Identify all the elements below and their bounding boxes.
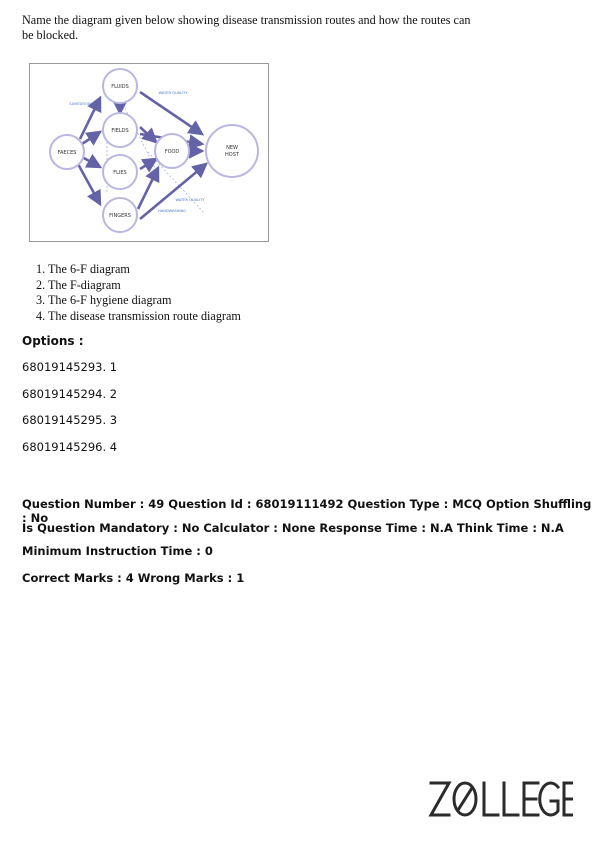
label-water-quality-top: WATER QUALITY	[158, 91, 188, 95]
option-3[interactable]: 68019145295. 3	[22, 413, 118, 427]
choice-1: 1. The 6-F diagram	[36, 262, 130, 276]
answer-choices	[36, 262, 241, 324]
label-fields: FIELDS	[111, 128, 129, 134]
label-flies: FLIES	[113, 170, 127, 176]
label-fluids: FLUIDS	[111, 84, 129, 90]
zollege-logo	[428, 778, 573, 820]
choice-2: 2. The F-diagram	[36, 277, 121, 292]
transmission-diagram	[29, 63, 269, 242]
question-text: Name the diagram given below showing disease transmission routes and how the routes can be blocked.	[22, 13, 471, 42]
label-new-host-2: HOST	[225, 152, 239, 158]
arrow-faeces-flies	[82, 157, 100, 167]
arrow-fluids-newhost	[140, 92, 202, 134]
label-sanitation: SANITATION	[69, 102, 91, 106]
label-faeces: FAECES	[57, 150, 77, 156]
arrow-fingers-food	[138, 168, 158, 209]
label-new-host-1: NEW	[226, 145, 238, 151]
label-handwashing: HANDWASHING	[158, 209, 186, 213]
choice-3: 3. The 6-F hygiene diagram	[36, 293, 172, 308]
meta-line-2: Is Question Mandatory : No Calculator : None Response Time : N.A Think Time : N.A	[22, 521, 564, 535]
option-1[interactable]: 68019145293. 1	[22, 360, 118, 374]
option-4[interactable]: 68019145296. 4	[22, 440, 118, 454]
arrow-faeces-fingers	[78, 164, 100, 204]
meta-line-3: Minimum Instruction Time : 0	[22, 544, 213, 558]
arrow-faeces-fields	[82, 132, 100, 144]
label-water-quality-bottom: WATER QUALITY	[175, 198, 205, 202]
arrow-flies-food	[140, 159, 156, 169]
node-new-host	[206, 125, 258, 177]
meta-line-4: Correct Marks : 4 Wrong Marks : 1	[22, 571, 245, 585]
label-fingers: FINGERS	[109, 213, 131, 219]
diagram-svg	[30, 64, 268, 241]
options-heading: Options :	[22, 334, 84, 348]
choice-4: 4. The disease transmission route diagram	[36, 308, 241, 323]
option-2[interactable]: 68019145294. 2	[22, 387, 118, 401]
meta-line-1: Question Number : 49 Question Id : 68019111492 Question Type : MCQ Option Shuffling : No	[22, 497, 592, 525]
label-food: FOOD	[164, 149, 180, 155]
